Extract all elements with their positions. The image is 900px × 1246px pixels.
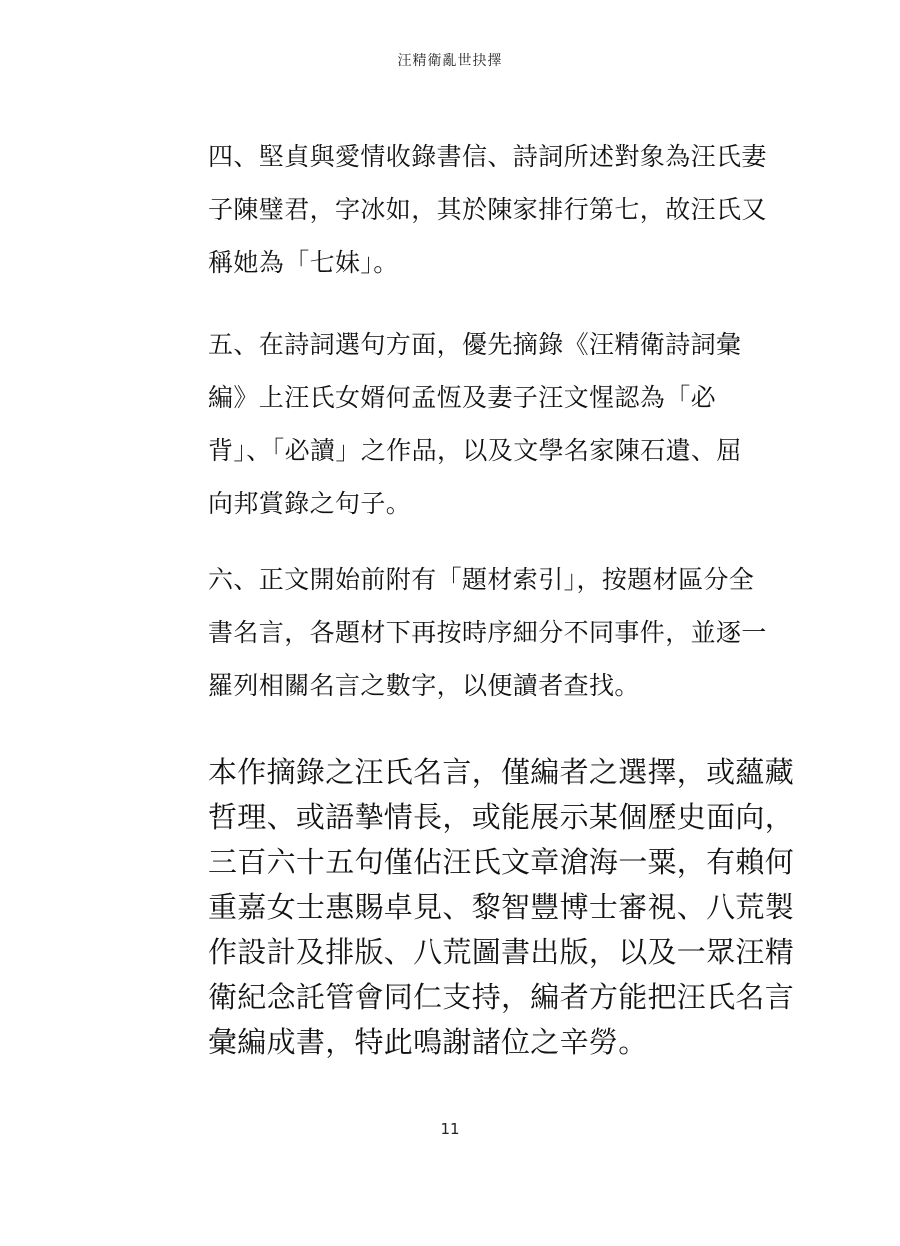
closing-line: 重嘉女士惠賜卓見、黎智豐博士審視、八荒製 bbox=[208, 890, 795, 924]
running-header-title: 汪精衛亂世抉擇 bbox=[397, 53, 503, 69]
closing-line: 本作摘錄之汪氏名言，僅編者之選擇，或蘊藏 bbox=[208, 755, 795, 789]
note-item-4 bbox=[208, 130, 776, 289]
note-item-5-line: 向邦賞錄之句子。 bbox=[208, 489, 412, 518]
closing-line: 三百六十五句僅佔汪氏文章滄海一粟，有賴何 bbox=[208, 845, 795, 879]
note-item-5-line: 五、在詩詞選句方面，優先摘錄《汪精衛詩詞彙 bbox=[208, 330, 742, 359]
closing-line: 作設計及排版、八荒圖書出版，以及一眾汪精 bbox=[208, 935, 795, 969]
page-number: 11 bbox=[440, 1120, 460, 1138]
closing-line: 哲理、或語摯情長，或能展示某個歷史面向， bbox=[208, 800, 795, 834]
closing-line: 彙編成書，特此鳴謝諸位之辛勞。 bbox=[208, 1025, 648, 1059]
note-item-6-line: 六、正文開始前附有「題材索引」，按題材區分全 bbox=[208, 565, 755, 594]
note-item-4-line: 四、堅貞與愛情收錄書信、詩詞所述對象為汪氏妻 bbox=[208, 142, 767, 171]
closing-paragraph bbox=[208, 750, 808, 1065]
note-item-5-line: 編》上汪氏女婿何孟恆及妻子汪文惺認為「必 bbox=[208, 383, 717, 412]
closing-line: 衛紀念託管會同仁支持，編者方能把汪氏名言 bbox=[208, 980, 795, 1014]
note-item-4-line: 子陳璧君，字冰如，其於陳家排行第七，故汪氏又 bbox=[208, 195, 767, 224]
note-item-5-line: 背」、「必讀」之作品，以及文學名家陳石遺、屈 bbox=[208, 436, 742, 465]
note-item-5 bbox=[208, 318, 776, 530]
note-item-4-line: 稱她為「七妹」。 bbox=[208, 248, 399, 277]
note-item-6-line: 羅列相關名言之數字，以便讀者查找。 bbox=[208, 671, 640, 700]
note-item-6 bbox=[208, 553, 776, 712]
note-item-6-line: 書名言，各題材下再按時序細分不同事件，並逐一 bbox=[208, 618, 767, 647]
